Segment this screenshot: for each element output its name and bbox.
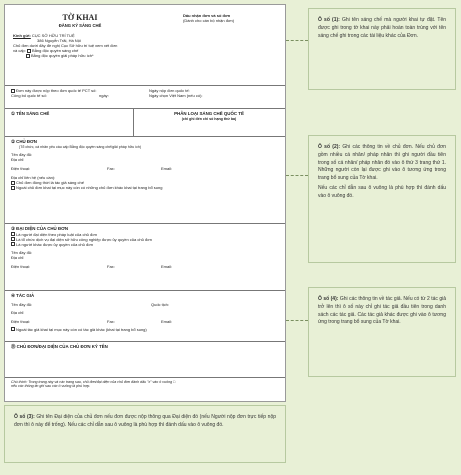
callout-leader: [286, 175, 308, 176]
callout-1-key: Ô số (1):: [318, 17, 340, 23]
applicant-is-author-label: Chủ đơn đồng thời là tác giả sáng chế: [16, 179, 84, 185]
applicant-phone-label: Điện thoại:: [11, 165, 31, 171]
callout-leader: [286, 40, 308, 41]
other-rep-checkbox[interactable]: [11, 242, 15, 246]
rep-email-label: Email:: [161, 263, 173, 269]
author-address-label: Địa chỉ:: [11, 309, 25, 315]
rep-address-label: Địa chỉ:: [11, 254, 25, 260]
footnote: [11, 380, 283, 389]
author-fax-label: Fax:: [107, 318, 115, 324]
pct-vn-date: Ngày chọn Việt Nam (nếu có):: [149, 93, 203, 98]
legal-rep-label: Là người đại diện theo pháp luật của chủ đơn: [16, 231, 98, 237]
addressee-block: [13, 33, 183, 58]
divider: [5, 377, 285, 378]
section-3-title: ③ ĐẠI DIỆN CỦA CHỦ ĐƠN: [11, 226, 69, 231]
callout-2-text-2: Nếu các chỉ dẫn sau ô vuông là phù hợp thì đánh dấu vào ô vuông đó.: [318, 184, 446, 199]
callout-box-1: [308, 8, 456, 90]
pct-block: [11, 88, 283, 98]
callout-4-text: Ghi tên Đại diện của chủ đơn nếu đơn được nộp thông qua Đại diện đó (nếu Người nộp đơn trực tiếp nộp đơn thì ô này để trống). Nếu các chỉ dẫn sau ô vuông là phù hợp thì đánh dấu vào ô vuông đó.: [14, 414, 277, 428]
callout-4-key: Ô số (3):: [14, 414, 35, 420]
rep-phone-label: Điện thoại:: [11, 263, 31, 269]
applicant-email-label: Email:: [161, 165, 173, 171]
section-4: [11, 293, 283, 332]
addressee-grant-label: và cấp:: [13, 48, 26, 53]
footnote-line-2: nếu các thông tin ghi sau các ô vuông là phù hợp.: [11, 384, 91, 389]
stamp-line-2: (Dành cho cán bộ nhận đơn): [183, 18, 235, 23]
divider: [5, 341, 285, 342]
addressee-label: Kính gửi:: [13, 33, 31, 38]
author-name-label: Tên đầy đủ:: [11, 301, 33, 307]
author-email-label: Email:: [161, 318, 173, 324]
ip-agent-checkbox[interactable]: [11, 237, 15, 241]
applicant-name-label: Tên đầy đủ:: [11, 151, 33, 157]
footnote-line-1: Chú thích: Trong trang này và các trang sau, chủ đơn/đại diện của chủ đơn đánh dấu "x" vào ô vuông □: [11, 380, 176, 384]
divider: [5, 85, 285, 86]
pct-publication: Công bố quốc tế số:: [11, 93, 47, 98]
legal-rep-checkbox[interactable]: [11, 232, 15, 236]
patent-option: Bằng độc quyền sáng chế: [32, 48, 79, 53]
callout-1-text: Ghi tên sáng chế mà người khai tự đặt. Tên được ghi trong tờ khai này phải hoàn toàn trùng với tên sáng chế ghi trong các tài liệu khác của Đơn.: [318, 17, 447, 39]
receipt-stamp-box: [183, 13, 283, 23]
other-rep-label: Là người khác được ủy quyền của chủ đơn: [16, 241, 94, 247]
section-1b-title: PHÂN LOẠI SÁNG CHẾ QUỐC TẾ: [174, 111, 244, 116]
rep-name-label: Tên đầy đủ:: [11, 249, 33, 255]
utility-option: Bằng độc quyền giải pháp hữu ích*: [31, 53, 94, 58]
more-authors-checkbox[interactable]: [11, 327, 15, 331]
more-applicants-checkbox[interactable]: [11, 186, 15, 190]
callout-box-2: [308, 135, 456, 263]
stamp-line-1: Dấu nhận đơn và số đơn: [183, 13, 231, 18]
divider: [5, 136, 285, 137]
form-title: TỜ KHAI: [62, 13, 98, 22]
section-3: [11, 226, 283, 269]
callout-2-key: Ô số (2):: [318, 144, 341, 150]
pct-pub-date: ngày:: [99, 93, 109, 98]
addressee-line-2: 386 Nguyễn Trãi, Hà Nội: [37, 38, 81, 43]
applicant-contact-label: Địa chỉ liên hệ (nếu cần):: [11, 174, 56, 180]
section-1b-subtitle: (chỉ ghi đến chỉ số hạng thứ ba): [181, 117, 237, 121]
section-2-title: ② CHỦ ĐƠN: [11, 139, 37, 144]
addressee-line-3: Chủ đơn dưới đây đề nghị Cục Sở hữu trí tuệ xem xét đơn: [13, 43, 118, 48]
section-signature-title: ⑱ CHỦ ĐƠN/ĐẠI DIỆN CỦA CHỦ ĐƠN KÝ TÊN: [11, 344, 108, 349]
callout-2-text: Ghi các thông tin về chủ đơn. Nếu chủ đơn gồm nhiều cá nhân/ pháp nhân thì ghi người đầu tiên trong số cá nhân/ pháp nhân đó vào ô thứ 3 trang thứ 1. Những người còn lại được ghi vào ô tương ứng trong trang bổ sung của Tờ khai.: [318, 144, 447, 181]
author-phone-label: Điện thoại:: [11, 318, 31, 324]
divider: [5, 223, 285, 224]
section-1-title: ① TÊN SÁNG CHẾ: [11, 111, 50, 116]
callout-leader: [286, 320, 308, 321]
addressee-line-1: CỤC SỞ HỮU TRÍ TUỆ: [31, 33, 75, 38]
section-4-title: ④ TÁC GIẢ: [11, 293, 35, 298]
pct-date: Ngày nộp đơn quốc tế:: [149, 88, 190, 93]
form-subtitle: ĐĂNG KÝ SÁNG CHẾ: [58, 23, 102, 28]
pct-line-1: Đơn này được nộp theo đơn quốc tế PCT số:: [16, 88, 97, 93]
more-authors-label: Ngoài tác giả khai tại mục này còn có tác giả khác (khai tại trang bổ sung): [16, 326, 147, 332]
utility-checkbox[interactable]: [26, 54, 30, 58]
applicant-address-label: Địa chỉ:: [11, 156, 25, 162]
section-2: [11, 139, 283, 190]
divider: [5, 108, 285, 109]
author-nationality-label: Quốc tịch:: [151, 301, 170, 307]
divider: [133, 108, 134, 136]
applicant-fax-label: Fax:: [107, 165, 115, 171]
rep-fax-label: Fax:: [107, 263, 115, 269]
section-2-subtitle: (Tổ chức, cá nhân yêu cầu cấp Bằng độc quyền sáng chế/giải pháp hữu ích): [19, 144, 142, 149]
callout-3-key: Ô số (4):: [318, 296, 339, 302]
callout-box-3: [308, 287, 456, 377]
callout-box-4: [4, 405, 286, 463]
callout-3-text: Ghi các thông tin về tác giả. Nếu có từ 2 tác giả trở lên thì ô số này chỉ ghi tác giả đầu tiên trong danh sách các tác giả. Các tác giả khác được ghi vào ô tương ứng trong trang bổ sung của Tờ khai.: [318, 296, 447, 326]
ip-agent-label: Là tổ chức dịch vụ đại diện sở hữu công nghiệp được ủy quyền của chủ đơn: [16, 236, 152, 242]
registration-form: [4, 4, 286, 402]
more-applicants-label: Ngoài chủ đơn khai tại mục này còn có những chủ đơn khác khai tại trang bổ sung: [16, 184, 163, 190]
divider: [5, 290, 285, 291]
